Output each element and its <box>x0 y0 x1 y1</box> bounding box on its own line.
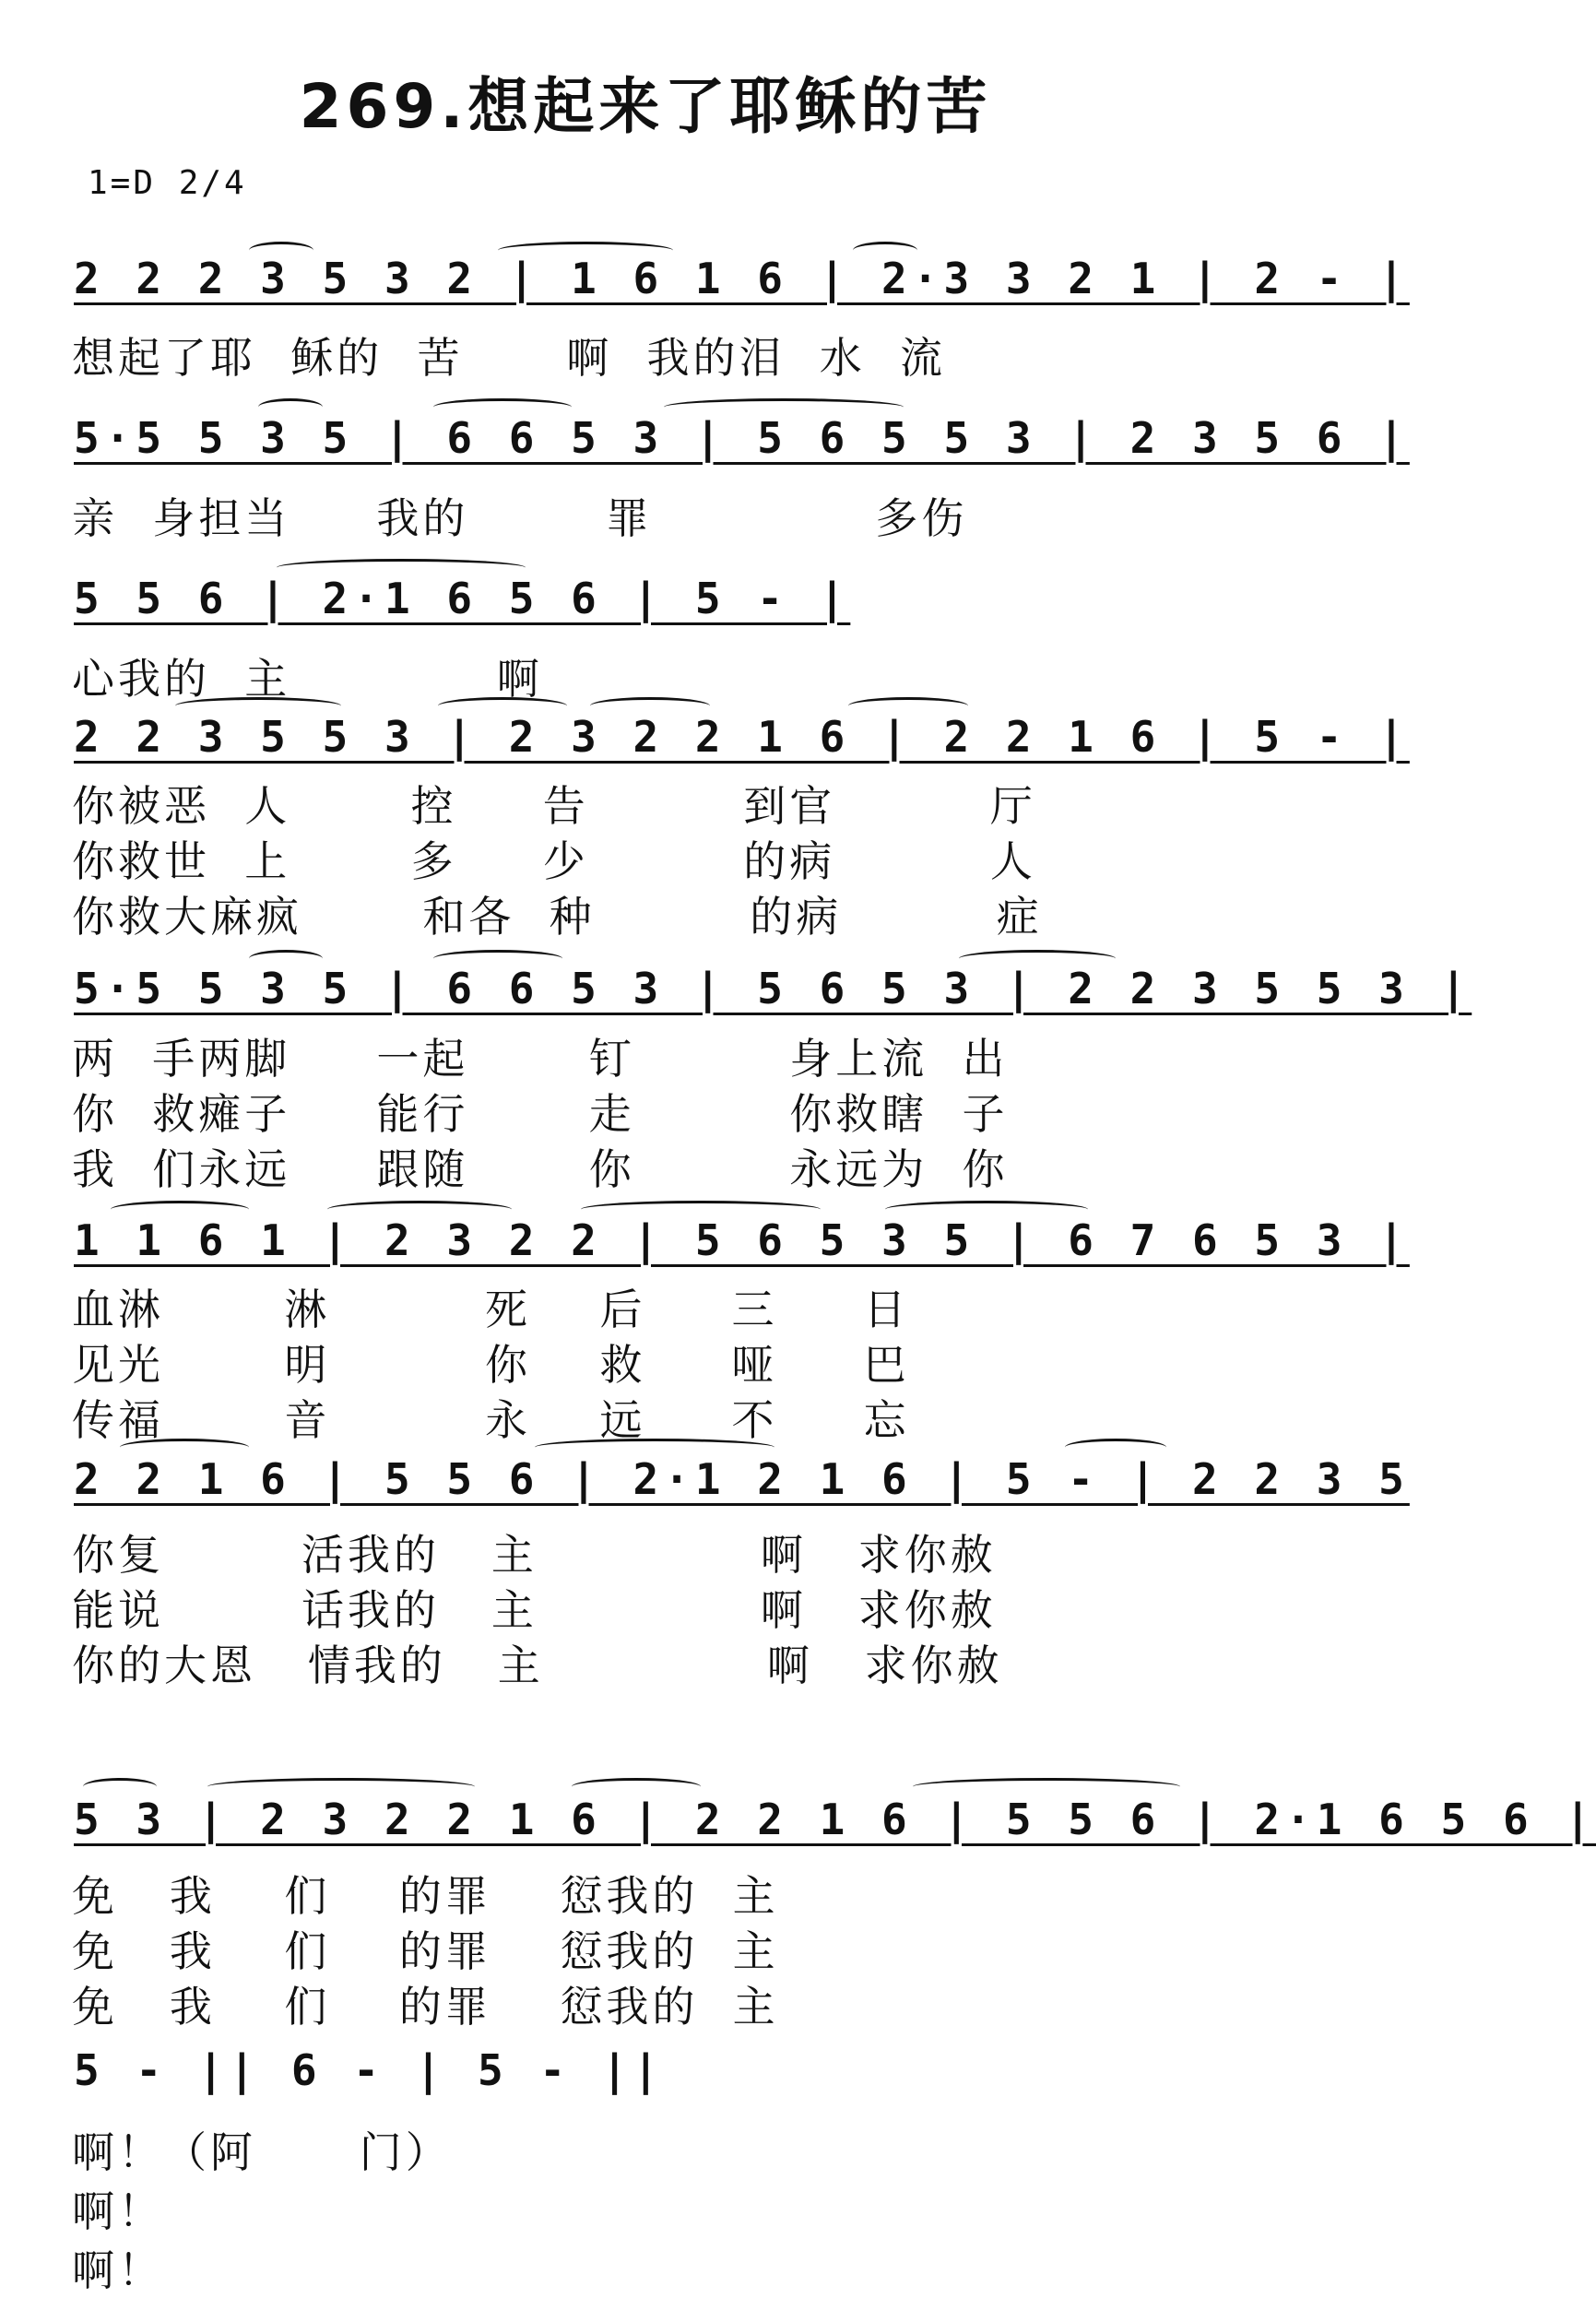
lyric-line: 你救大麻疯 和各 种 的病 症 <box>72 892 1043 942</box>
notation-line: 5 - || 6 - | 5 - || <box>74 2045 665 2095</box>
lyric-line: 你被恶 人 控 告 到官 厅 <box>72 781 1036 831</box>
lyric-line: 血淋 淋 死 后 三 日 <box>72 1285 910 1334</box>
lyric-line: 你救世 上 多 少 的病 人 <box>72 836 1036 886</box>
lyric-line: 免 我 们 的罪 愆我的 主 <box>72 1871 779 1921</box>
slur-mark <box>572 1778 701 1795</box>
lyric-line: 啊！ <box>72 2245 164 2295</box>
song-title: 269.想起来了耶稣的苦 <box>299 71 992 142</box>
notation-line: 1 1 6 1 | 2 3 2 2 | 5 6 5 3 5 | 6 7 6 5 3 | <box>74 1215 1410 1265</box>
lyric-line: 传福 音 永 远 不 忘 <box>72 1395 910 1445</box>
lyric-line: 想起了耶 稣的 苦 啊 我的泪 水 流 <box>72 333 946 383</box>
lyric-line: 两 手两脚 一起 钉 身上流 出 <box>72 1034 1009 1084</box>
slur-mark <box>207 1778 475 1795</box>
notation-line: 5·5 5 3 5 | 6 6 5 3 | 5 6 5 5 3 | 2 3 5 6 | <box>74 413 1410 463</box>
notation-line: 2 2 2 3 5 3 2 | 1 6 1 6 | 2·3 3 2 1 | 2 - | <box>74 254 1410 303</box>
notation-line: 5 3 | 2 3 2 2 1 6 | 2 2 1 6 | 5 5 6 | 2·1 6 5 6 | <box>74 1795 1596 1844</box>
key-signature: 1=D 2/4 <box>88 164 247 202</box>
slur-mark <box>83 1778 157 1795</box>
lyric-line: 免 我 们 的罪 愆我的 主 <box>72 1982 779 2032</box>
lyric-line: 免 我 们 的罪 愆我的 主 <box>72 1926 779 1976</box>
lyric-line: 能说 话我的 主 啊 求你赦 <box>72 1585 997 1635</box>
notation-line: 2 2 3 5 5 3 | 2 3 2 2 1 6 | 2 2 1 6 | 5 - | <box>74 712 1410 762</box>
lyric-line: 啊！（阿 门） <box>72 2127 452 2177</box>
lyric-line: 啊！ <box>72 2186 164 2236</box>
lyric-line: 你的大恩 情我的 主 啊 求你赦 <box>72 1641 1003 1690</box>
lyric-line: 你 救瘫子 能行 走 你救瞎 子 <box>72 1089 1009 1139</box>
notation-line: 5 5 6 | 2·1 6 5 6 | 5 - | <box>74 574 851 623</box>
slur-mark <box>913 1778 1180 1795</box>
notation-line: 5·5 5 3 5 | 6 6 5 3 | 5 6 5 3 | 2 2 3 5 5 3 | <box>74 964 1472 1013</box>
lyric-line: 亲 身担当 我的 罪 多伤 <box>72 493 968 543</box>
lyric-line: 心我的 主 啊 <box>72 654 543 704</box>
lyric-line: 见光 明 你 救 哑 巴 <box>72 1340 910 1390</box>
lyric-line: 我 们永远 跟随 你 永远为 你 <box>72 1144 1009 1194</box>
lyric-line: 你复 活我的 主 啊 求你赦 <box>72 1530 997 1580</box>
notation-line: 2 2 1 6 | 5 5 6 | 2·1 2 1 6 | 5 - | 2 2 3 5 <box>74 1454 1410 1504</box>
